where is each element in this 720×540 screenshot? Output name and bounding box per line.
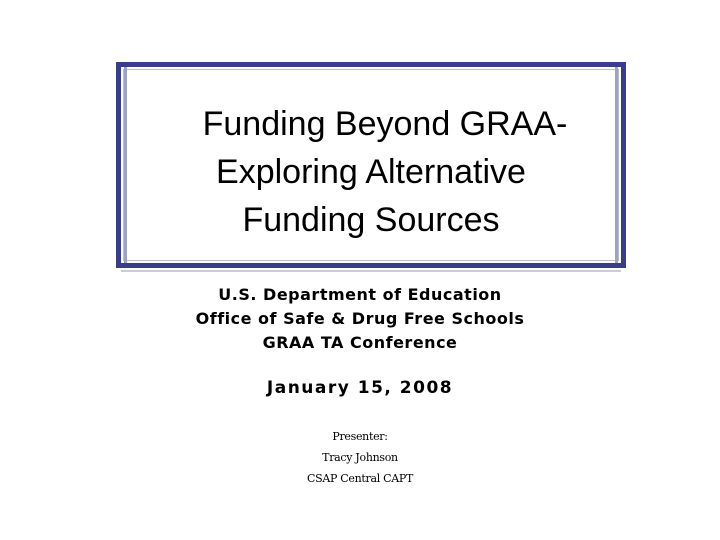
presenter-label: Presenter:	[332, 430, 388, 443]
presenter-name: Tracy Johnson	[322, 451, 398, 464]
presenter-block	[0, 426, 720, 489]
title-frame	[116, 62, 626, 268]
presentation-date: January 15, 2008	[266, 378, 454, 398]
title-line-3: Funding Sources	[242, 201, 500, 239]
subtitle-office: Office of Safe & Drug Free Schools	[195, 309, 525, 328]
title-line-2: Exploring Alternative	[216, 153, 526, 191]
subtitle-conference: GRAA TA Conference	[262, 333, 458, 352]
slide-title	[121, 100, 621, 244]
presenter-organization: CSAP Central CAPT	[306, 472, 414, 485]
subtitle-department: U.S. Department of Education	[218, 285, 502, 304]
title-line-1: Funding Beyond GRAA-	[202, 105, 568, 143]
subtitle-block	[0, 283, 720, 355]
title-frame-bottom-edge	[121, 270, 621, 272]
